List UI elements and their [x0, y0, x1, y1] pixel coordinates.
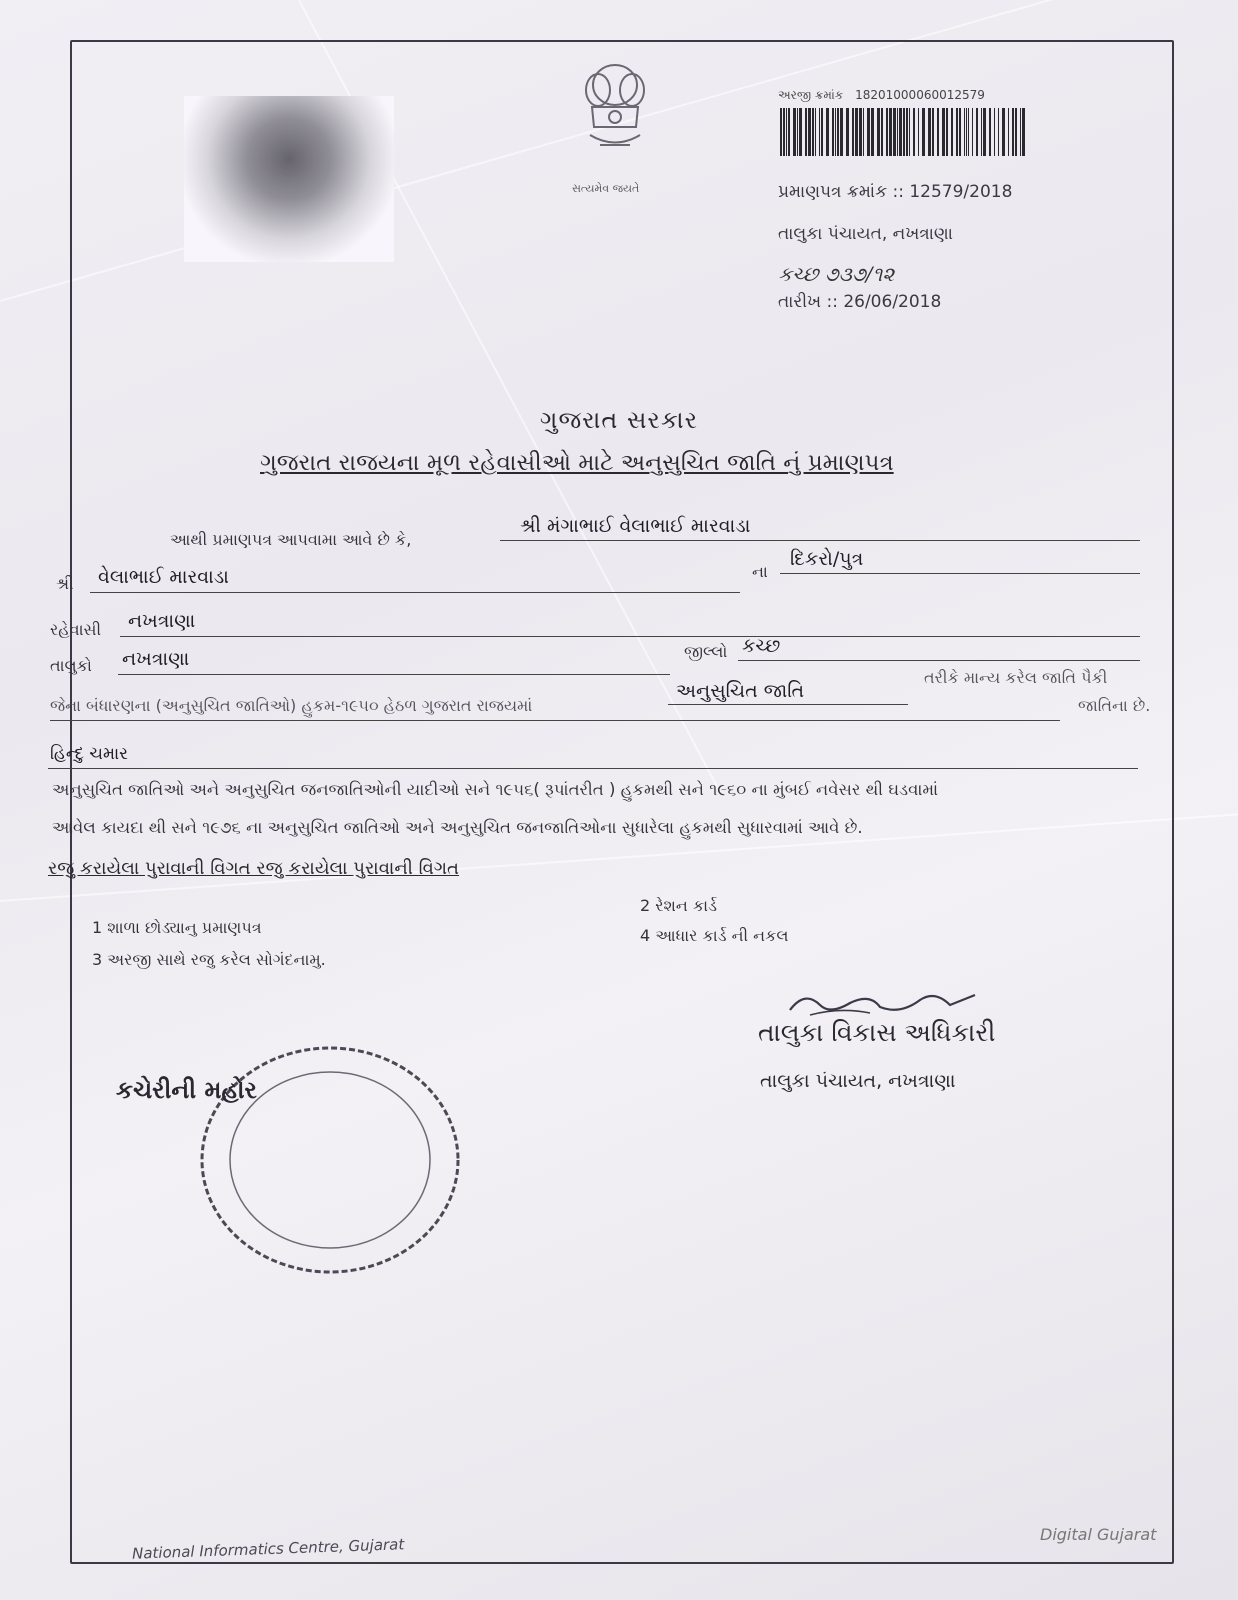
applicant-photo — [184, 96, 394, 262]
barcode-bar — [1015, 108, 1017, 156]
certificate-number: પ્રમાણપત્ર ક્રમાંક :: 12579/2018 — [778, 182, 1013, 202]
father-name: વેલાભાઈ મારવાડા — [98, 566, 229, 588]
barcode-bar — [835, 108, 836, 156]
barcode — [778, 108, 1028, 156]
intro-text: આથી પ્રમાણપત્ર આપવામા આવે છે કે, — [170, 530, 412, 549]
footer-digital-gujarat: Digital Gujarat — [1040, 1525, 1157, 1544]
barcode-bar — [815, 108, 816, 156]
barcode-bar — [994, 108, 995, 156]
barcode-bar — [928, 108, 931, 156]
barcode-bar — [840, 108, 843, 156]
barcode-bar — [863, 108, 864, 156]
relation: દિકરો/પુત્ર — [790, 548, 864, 570]
footer-nic: National Informatics Centre, Gujarat — [131, 1535, 405, 1563]
barcode-label: અરજી ક્રમાંક 18201000060012579 — [778, 88, 985, 102]
underline — [118, 674, 670, 675]
barcode-bar — [805, 108, 807, 156]
barcode-bar — [855, 108, 858, 156]
barcode-bar — [981, 108, 982, 156]
barcode-bar — [932, 108, 934, 156]
barcode-bar — [826, 108, 829, 156]
legal-paragraph-line2: આવેલ કાયદા થી સને ૧૯૭૬ ના અનુસુચિત જાતિઓ અને અનુસુચિત જનજાતિઓના સુધારેલા હુકમથી સુધારવામાં આવે છે. — [52, 818, 863, 837]
barcode-bar — [942, 108, 945, 156]
recognized-text: તરીકે માન્ય કરેલ જાતિ પૈકી — [924, 668, 1108, 687]
barcode-bar — [799, 108, 802, 156]
district-label: જીલ્લો — [684, 642, 728, 661]
underline — [668, 704, 908, 705]
shri-label: શ્રી — [56, 574, 74, 593]
barcode-bar — [906, 108, 908, 156]
underline — [48, 768, 1138, 769]
barcode-bar — [956, 108, 958, 156]
taluka-value: નખત્રાણા — [122, 648, 190, 670]
barcode-bar — [918, 108, 919, 156]
underline — [120, 636, 1140, 637]
order-text: જેના બંધારણના (અનુસુચિત જાતિઓ) હુકમ-૧૯૫૦ હેઠળ ગુજરાત રાજયમાં — [50, 696, 533, 715]
legal-paragraph-line1: અનુસુચિત જાતિઓ અને અનુસુચિત જનજાતિઓની યાદીઓ સને ૧૯૫૬( રૂપાંતરીત ) હુકમથી સને ૧૯૬૦ ના મુંબઈ નવેસર થી ઘડવામાં — [52, 780, 939, 799]
barcode-bar — [909, 108, 910, 156]
barcode-bar — [989, 108, 991, 156]
issue-date: તારીખ :: 26/06/2018 — [778, 292, 942, 312]
barcode-bar — [983, 108, 986, 156]
barcode-bar — [972, 108, 973, 156]
underline — [738, 660, 1140, 661]
barcode-bar — [808, 108, 811, 156]
barcode-bar — [998, 108, 999, 156]
evidence-item: 3 અરજી સાથે રજુ કરેલ સોગંદનામુ. — [92, 950, 326, 969]
applicant-name: શ્રી મંગાભાઈ વેલાભાઈ મારવાડા — [520, 515, 751, 537]
barcode-bar — [893, 108, 896, 156]
barcode-bar — [937, 108, 939, 156]
caste-value: હિન્દુ ચમાર — [50, 744, 128, 764]
underline — [50, 720, 1060, 721]
barcode-bar — [1008, 108, 1009, 156]
barcode-bar — [867, 108, 870, 156]
barcode-bar — [1002, 108, 1005, 156]
barcode-bar — [877, 108, 880, 156]
officer-office: તાલુકા પંચાયત, નખત્રાણા — [760, 1070, 956, 1092]
taluka-label: તાલુકો — [50, 656, 92, 675]
barcode-bar — [786, 108, 787, 156]
issuing-office: તાલુકા પંચાયત, નખત્રાણા — [778, 224, 953, 244]
barcode-bar — [812, 108, 814, 156]
resident-value: નખત્રાણા — [128, 610, 196, 632]
barcode-bar — [889, 108, 892, 156]
barcode-bar — [964, 108, 965, 156]
certificate-border — [70, 40, 1174, 1564]
national-emblem-icon — [570, 55, 660, 195]
category-value: અનુસુચિત જાતિ — [676, 680, 805, 702]
barcode-bar — [797, 108, 798, 156]
barcode-bar — [897, 108, 898, 156]
barcode-bar — [899, 108, 902, 156]
barcode-bar — [951, 108, 953, 156]
barcode-bar — [821, 108, 823, 156]
caste-suffix: જાતિના છે. — [1078, 696, 1151, 715]
barcode-bar — [819, 108, 820, 156]
barcode-bar — [886, 108, 888, 156]
barcode-bar — [966, 108, 967, 156]
barcode-bar — [846, 108, 849, 156]
underline — [780, 573, 1140, 574]
barcode-bar — [832, 108, 834, 156]
underline — [500, 540, 1140, 541]
evidence-item: 1 શાળા છોડ્યાનુ પ્રમાણપત્ર — [92, 918, 262, 937]
barcode-bar — [780, 108, 782, 156]
barcode-bar — [1022, 108, 1025, 156]
barcode-bar — [783, 108, 785, 156]
barcode-bar — [871, 108, 874, 156]
office-seal — [195, 1038, 465, 1278]
barcode-bar — [852, 108, 854, 156]
underline — [90, 592, 740, 593]
barcode-bar — [837, 108, 839, 156]
barcode-bar — [788, 108, 790, 156]
certificate-title: ગુજરાત રાજયના મૂળ રહેવાસીઓ માટે અનુસુચિત જાતિ નું પ્રમાણપત્ર — [260, 450, 894, 476]
barcode-bar — [976, 108, 978, 156]
barcode-bar — [922, 108, 925, 156]
barcode-bar — [881, 108, 883, 156]
handwritten-reference: કચ્છ ૭૩૭/૧૨ — [778, 262, 895, 286]
barcode-bar — [1020, 108, 1021, 156]
officer-designation: તાલુકા વિકાસ અધિકારી — [758, 1018, 996, 1047]
barcode-bar — [968, 108, 969, 156]
barcode-bar — [1012, 108, 1014, 156]
emblem-caption: સત્યમેવ જયતે — [572, 182, 640, 195]
barcode-bar — [793, 108, 796, 156]
barcode-bar — [903, 108, 905, 156]
evidence-item: 2 રેશન કાર્ડ — [640, 896, 717, 915]
na-label: ના — [752, 562, 768, 581]
barcode-bar — [859, 108, 862, 156]
seal-label: કચેરીની મહોર — [116, 1076, 257, 1104]
evidence-item: 4 આધાર કાર્ડ ની નકલ — [640, 926, 789, 945]
barcode-number: 18201000060012579 — [855, 88, 985, 102]
district-value: કચ્છ — [742, 635, 781, 657]
evidence-heading: રજુ કરાયેલા પુરાવાની વિગત રજુ કરાયેલા પુરાવાની વિગત — [48, 858, 459, 879]
barcode-bar — [913, 108, 915, 156]
barcode-bar — [959, 108, 961, 156]
barcode-bar — [946, 108, 948, 156]
resident-label: રહેવાસી — [50, 620, 102, 639]
government-heading: ગુજરાત સરકાર — [539, 406, 699, 434]
